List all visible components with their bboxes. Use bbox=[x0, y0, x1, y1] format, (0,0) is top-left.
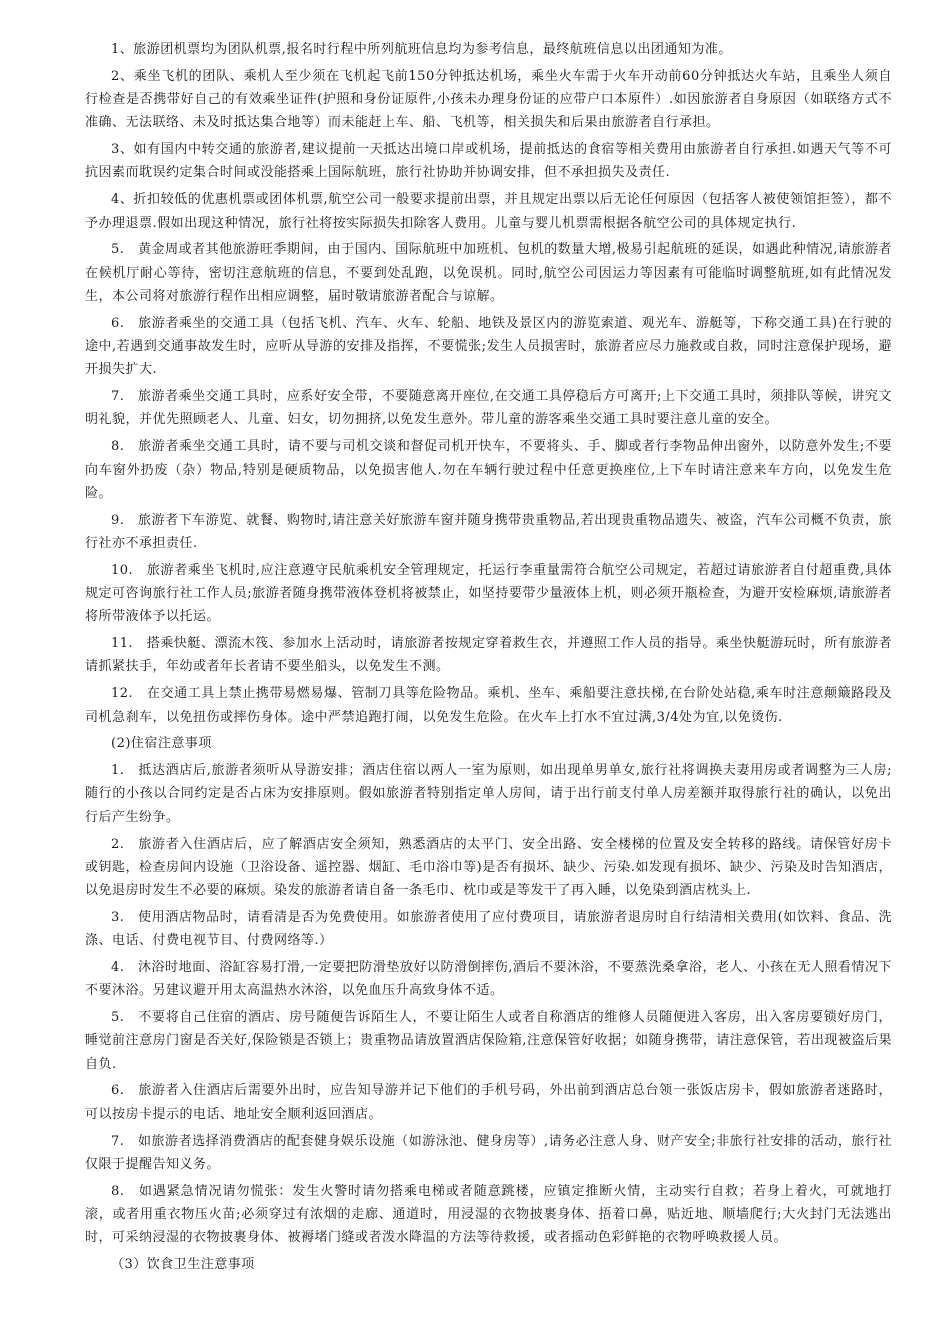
paragraph: 3. 使用酒店物品时，请看清是否为免费使用。如旅游者使用了应付费项目，请旅游者退房时自行结清相关费用(如饮料、食品、洗涤、电话、付费电视节目、付费网络等.） bbox=[85, 909, 892, 949]
paragraph: 1. 抵达酒店后,旅游者须听从导游安排；酒店住宿以两人一室为原则，如出现单男单女,旅行社将调换夫妻用房或者调整为三人房;随行的小孩以合同约定是否占床为安排原则。假如旅游者特别指定单人房间，请于出行前支付单人房差额并取得旅行社的确认，以免出行后产生纷争。 bbox=[85, 763, 892, 825]
paragraph: 9. 旅游者下车游览、就餐、购物时,请注意关好旅游车窗并随身携带贵重物品,若出现贵重物品遗失、被盗，汽车公司概不负责，旅行社亦不承担责任. bbox=[85, 512, 892, 551]
paragraph: 6. 旅游者乘坐的交通工具（包括飞机、汽车、火车、轮船、地铁及景区内的游览索道、观光车、游艇等，下称交通工具)在行驶的途中,若遇到交通事故发生时，应听从导游的安排及指挥，不要慌张;发生人员损害时，旅游者应尽力施救或自救，同时注意保护现场，避开损失扩大. bbox=[85, 315, 892, 378]
paragraph: 12. 在交通工具上禁止携带易燃易爆、管制刀具等危险物品。乘机、坐车、乘船要注意扶梯,在台阶处站稳,乘车时注意颠簸路段及司机急刹车，以免扭伤或摔伤身体。途中严禁追跑打闹，以免发生危险。在火车上打水不宜过满,3/4处为宜,以免烫伤. bbox=[85, 686, 892, 725]
lodging-section bbox=[85, 759, 892, 1249]
paragraph: 4. 沐浴时地面、浴缸容易打滑,一定要把防滑垫放好以防滑倒摔伤,酒后不要沐浴，不要蒸洗桑拿浴，老人、小孩在无人照看情况下不要沐浴。另建议避开用太高温热水沐浴，以免血压升高致身体不适。 bbox=[85, 959, 892, 999]
transport-section bbox=[85, 38, 892, 729]
paragraph: 4、折扣较低的优惠机票或团体机票,航空公司一般要求提前出票，并且规定出票以后无论任何原因（包括客人被使领馆拒签），都不予办理退票.假如出现这种情况，旅行社将按实际损失扣除客人费用。儿童与婴儿机票需根据各航空公司的具体规定执行. bbox=[85, 192, 892, 231]
paragraph: 8. 如遇紧急情况请勿慌张：发生火警时请勿搭乘电梯或者随意跳楼，应镇定推断火情，主动实行自救；若身上着火，可就地打滚，或者用重衣物压火苗;必须穿过有浓烟的走廊、通道时，用浸湿的衣物披裹身体、捂着口鼻，贴近地、顺墙爬行;大火封门无法逃出时，可采纳浸湿的衣物披裹身体、被褥堵门缝或者泼水降温的方法等待救援，或者摇动色彩鲜艳的衣物呼唤救援人员。 bbox=[85, 1183, 892, 1246]
paragraph: 1、旅游团机票均为团队机票,报名时行程中所列航班信息均为参考信息，最终航班信息以出团通知为准。 bbox=[111, 42, 732, 57]
section-heading-food: （3）饮食卫生注意事项 bbox=[111, 1257, 255, 1273]
paragraph: 8. 旅游者乘坐交通工具时，请不要与司机交谈和督促司机开快车，不要将头、手、脚或者行李物品伸出窗外，以防意外发生;不要向车窗外扔废（杂）物品,特别是硬质物品，以免损害他人.勿在车辆行驶过程中任意更换座位,上下车时请注意来车方向，以免发生危险。 bbox=[85, 439, 892, 501]
paragraph: 10. 旅游者乘坐飞机时,应注意遵守民航乘机安全管理规定，托运行李重量需符合航空公司规定，若超过请旅游者自付超重费,具体规定可咨询旅行社工作人员;旅游者随身携带液体登机将被禁止，如坚持要带少量液体上机，则必须开瓶检查，为避开安检麻烦,请旅游者将所带液体予以托运。 bbox=[85, 562, 892, 625]
paragraph: 2、乘坐飞机的团队、乘机人至少须在飞机起飞前150分钟抵达机场，乘坐火车需于火车开动前60分钟抵达火车站，且乘坐人须自行检查是否携带好自己的有效乘坐证件(护照和身份证原件,小孩未办理身份证的应带户口本原件）.如因旅游者自身原因（如联络方式不准确、无法联络、未及时抵达集合地等）而未能赶上车、船、飞机等，相关损失和后果由旅游者自行承担。 bbox=[85, 68, 892, 131]
paragraph: 11. 搭乘快艇、漂流木筏、参加水上活动时，请旅游者按规定穿着救生衣，并遵照工作人员的指导。乘坐快艇游玩时，所有旅游者请抓紧扶手，年幼或者年长者请不要坐船头，以免发生不测。 bbox=[85, 636, 892, 675]
section-heading-lodging: (2)住宿注意事项 bbox=[111, 736, 212, 752]
paragraph: 7. 如旅游者选择消费酒店的配套健身娱乐设施（如游泳池、健身房等）,请务必注意人身、财产安全;非旅行社安排的活动，旅行社仅限于提醒告知义务。 bbox=[85, 1133, 892, 1172]
paragraph: 6. 旅游者入住酒店后需要外出时，应告知导游并记下他们的手机号码，外出前到酒店总台领一张饭店房卡，假如旅游者迷路时，可以按房卡提示的电话、地址安全顺利返回酒店。 bbox=[85, 1083, 892, 1122]
paragraph: 7. 旅游者乘坐交通工具时，应系好安全带，不要随意离开座位,在交通工具停稳后方可离开;上下交通工具时，须排队等候，讲究文明礼貌，并优先照顾老人、儿童、妇女，切勿拥挤,以免发生意外。带儿童的游客乘坐交通工具时要注意儿童的安全。 bbox=[85, 389, 892, 428]
paragraph: 3、如有国内中转交通的旅游者,建议提前一天抵达出境口岸或机场，提前抵达的食宿等相关费用由旅游者自行承担.如遇天气等不可抗因素而耽误约定集合时间或没能搭乘上国际航班，旅行社协助并协调安排，但不承担损失及责任. bbox=[85, 142, 892, 181]
paragraph: 5. 黄金周或者其他旅游旺季期间，由于国内、国际航班中加班机、包机的数量大增,极易引起航班的延误，如遇此种情况,请旅游者在候机厅耐心等待，密切注意航班的信息，不要到处乱跑，以免误机。同时,航空公司因运力等因素有可能临时调整航班,如有此情况发生，本公司将对旅游行程作出相应调整，届时敬请旅游者配合与谅解。 bbox=[85, 242, 892, 304]
paragraph: 2. 旅游者入住酒店后，应了解酒店安全须知，熟悉酒店的太平门、安全出路、安全楼梯的位置及安全转移的路线。请保管好房卡或钥匙，检查房间内设施（卫浴设备、遥控器、烟缸、毛巾浴巾等)是否有损坏、缺少、污染.如发现有损坏、缺少、污染及时告知酒店，以免退房时发生不必要的麻烦。染发的旅游者请自备一条毛巾、枕巾或是等发干了再入睡，以免染到酒店枕头上. bbox=[85, 836, 892, 899]
paragraph: 5. 不要将自己住宿的酒店、房号随便告诉陌生人，不要让陌生人或者自称酒店的维修人员随便进入客房，出入客房要锁好房门，睡觉前注意房门窗是否关好,保险锁是否锁上；贵重物品请放置酒店保险箱,注意保管好收据；如随身携带，请注意保管，若出现被盗后果自负. bbox=[85, 1010, 892, 1072]
